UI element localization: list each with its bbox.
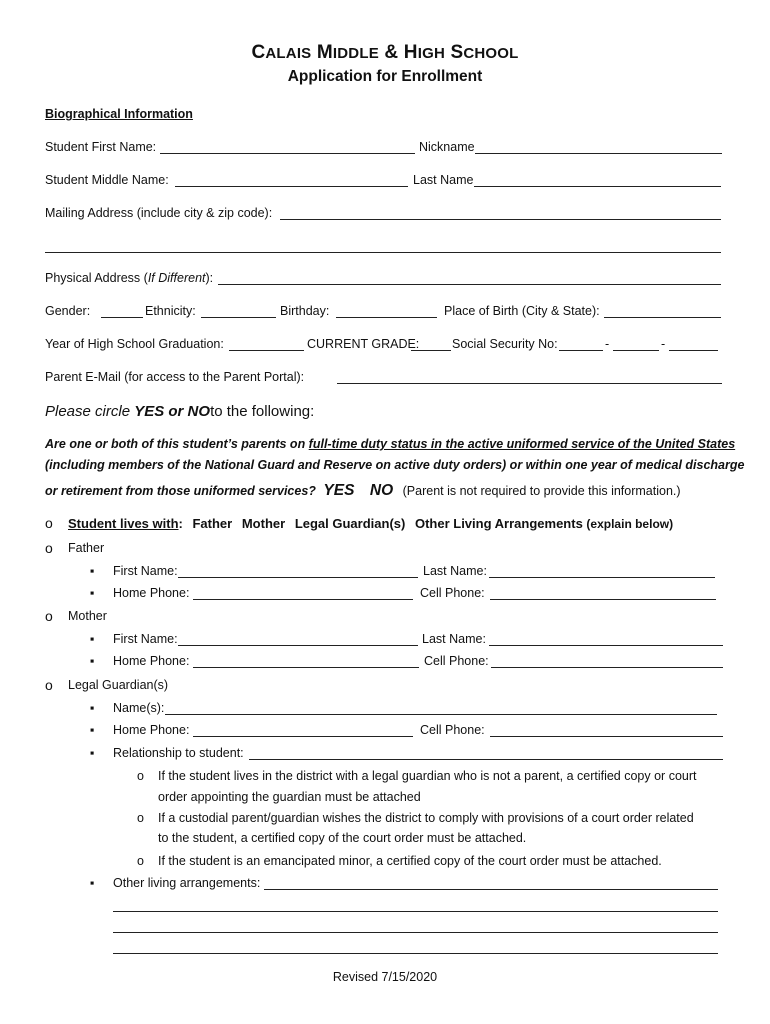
mother-home-phone-field[interactable] [193, 667, 419, 668]
mailing-address-field-2[interactable] [45, 252, 721, 253]
label-mother-last-name: Last Name: [422, 632, 486, 646]
square-bullet: ▪ [90, 632, 95, 646]
other-living-field-3[interactable] [113, 932, 718, 933]
checkbox-mother[interactable]: Mother [241, 516, 286, 531]
bullet-circle: o [45, 540, 53, 556]
other-living-field-4[interactable] [113, 953, 718, 954]
label-place-of-birth: Place of Birth (City & State): [444, 304, 600, 318]
square-bullet: ▪ [90, 564, 95, 578]
ssn-part-3-field[interactable] [669, 350, 718, 351]
label-guardian-cell-phone: Cell Phone: [420, 723, 485, 737]
guardian-note-3: If the student is an emancipated minor, a certified copy of the court order must be attached. [158, 854, 662, 868]
guardian-section-label[interactable]: Legal Guardian(s) [68, 678, 169, 692]
other-living-field-2[interactable] [113, 911, 718, 912]
square-bullet: ▪ [90, 723, 95, 737]
form-title: CALAIS MIDDLE & HIGH SCHOOL [251, 42, 519, 63]
label-father-cell-phone: Cell Phone: [420, 586, 485, 600]
father-section-label[interactable]: Father [68, 541, 105, 555]
mother-cell-phone-field[interactable] [491, 667, 723, 668]
father-home-phone-field[interactable] [193, 599, 413, 600]
checkbox-father[interactable]: Father [192, 516, 233, 531]
student-lives-with-row: Student lives with: Father Mother Legal Guardian(s) Other Living Arrangements (explain below) [68, 516, 674, 531]
military-question-line-1: Are one or both of this student’s parents on full-time duty status in the active uniformed service of the United States [45, 437, 736, 451]
father-cell-phone-field[interactable] [490, 599, 716, 600]
other-living-field-1[interactable] [264, 889, 718, 890]
circle-instruction: Please circle YES or NOto the following: [45, 403, 315, 420]
label-birthday: Birthday: [280, 304, 330, 318]
military-question-line-3: or retirement from those uniformed services? YES NO (Parent is not required to provide this information.) [45, 482, 681, 499]
square-bullet: ▪ [90, 701, 95, 715]
yes-option[interactable]: YES [323, 482, 355, 499]
father-last-name-field[interactable] [489, 577, 715, 578]
square-bullet: ▪ [90, 876, 95, 890]
last-name-field[interactable] [474, 186, 721, 187]
label-father-home-phone: Home Phone: [113, 586, 190, 600]
guardian-note-1-line-1: If the student lives in the district with a legal guardian who is not a parent, a certified copy or court [158, 769, 697, 783]
square-bullet: ▪ [90, 586, 95, 600]
bullet-circle: o [137, 811, 144, 825]
label-mailing-address: Mailing Address (include city & zip code): [45, 206, 273, 220]
label-guardian-names: Name(s): [113, 701, 165, 715]
bullet-circle: o [45, 677, 53, 693]
physical-address-field[interactable] [218, 284, 721, 285]
mother-last-name-field[interactable] [489, 645, 723, 646]
ethnicity-field[interactable] [201, 317, 276, 318]
label-father-first-name: First Name: [113, 564, 178, 578]
square-bullet: ▪ [90, 654, 95, 668]
bullet-circle: o [45, 515, 53, 531]
ssn-dash-2: - [661, 337, 666, 351]
label-current-grade: CURRENT GRADE: [307, 337, 420, 351]
label-first-name: Student First Name: [45, 140, 157, 154]
label-other-living-arrangements: Other living arrangements: [113, 876, 261, 890]
military-question-note: (Parent is not required to provide this information.) [402, 484, 681, 498]
label-guardian-home-phone: Home Phone: [113, 723, 190, 737]
label-physical-address: Physical Address (If Different): [45, 271, 214, 285]
guardian-cell-phone-field[interactable] [490, 736, 723, 737]
first-name-field[interactable] [160, 153, 415, 154]
mother-section-label[interactable]: Mother [68, 609, 107, 623]
section-heading-biographical: Biographical Information [45, 107, 193, 121]
square-bullet: ▪ [90, 746, 95, 760]
label-gender: Gender: [45, 304, 91, 318]
no-option[interactable]: NO [369, 482, 394, 499]
label-mother-home-phone: Home Phone: [113, 654, 190, 668]
mother-first-name-field[interactable] [178, 645, 418, 646]
label-mother-cell-phone: Cell Phone: [424, 654, 489, 668]
bullet-circle: o [45, 608, 53, 624]
nickname-field[interactable] [475, 153, 722, 154]
label-middle-name: Student Middle Name: [45, 173, 169, 187]
revision-date: Revised 7/15/2020 [332, 970, 438, 984]
ssn-dash-1: - [605, 337, 610, 351]
label-mother-first-name: First Name: [113, 632, 178, 646]
parent-email-field[interactable] [337, 383, 722, 384]
label-nickname: Nickname [419, 140, 475, 154]
gender-field[interactable] [101, 317, 143, 318]
guardian-home-phone-field[interactable] [193, 736, 413, 737]
bullet-circle: o [137, 769, 144, 783]
guardian-note-2-line-1: If a custodial parent/guardian wishes the district to comply with provisions of a court order related [158, 811, 694, 825]
label-graduation-year: Year of High School Graduation: [45, 337, 224, 351]
guardian-note-1-line-2: order appointing the guardian must be attached [158, 790, 421, 804]
label-ssn: Social Security No: [452, 337, 558, 351]
guardian-names-field[interactable] [165, 714, 717, 715]
form-subtitle: Application for Enrollment [287, 68, 483, 85]
label-father-last-name: Last Name: [423, 564, 487, 578]
label-last-name: Last Name [413, 173, 474, 187]
birthday-field[interactable] [336, 317, 437, 318]
guardian-relationship-field[interactable] [249, 759, 723, 760]
place-of-birth-field[interactable] [604, 317, 721, 318]
checkbox-legal-guardian[interactable]: Legal Guardian(s) [294, 516, 406, 531]
bullet-circle: o [137, 854, 144, 868]
label-ethnicity: Ethnicity: [145, 304, 196, 318]
guardian-note-2-line-2: to the student, a certified copy of the court order must be attached. [158, 831, 527, 845]
graduation-year-field[interactable] [229, 350, 304, 351]
checkbox-other-living[interactable]: Other Living Arrangements [414, 516, 583, 531]
ssn-part-2-field[interactable] [613, 350, 659, 351]
military-question-line-2: (including members of the National Guard and Reserve on active duty orders) or within one year of medical discharge [45, 458, 745, 472]
ssn-part-1-field[interactable] [559, 350, 603, 351]
label-guardian-relationship: Relationship to student: [113, 746, 244, 760]
label-parent-email: Parent E-Mail (for access to the Parent Portal): [45, 370, 305, 384]
father-first-name-field[interactable] [178, 577, 418, 578]
middle-name-field[interactable] [175, 186, 408, 187]
current-grade-field[interactable] [411, 350, 451, 351]
mailing-address-field[interactable] [280, 219, 721, 220]
